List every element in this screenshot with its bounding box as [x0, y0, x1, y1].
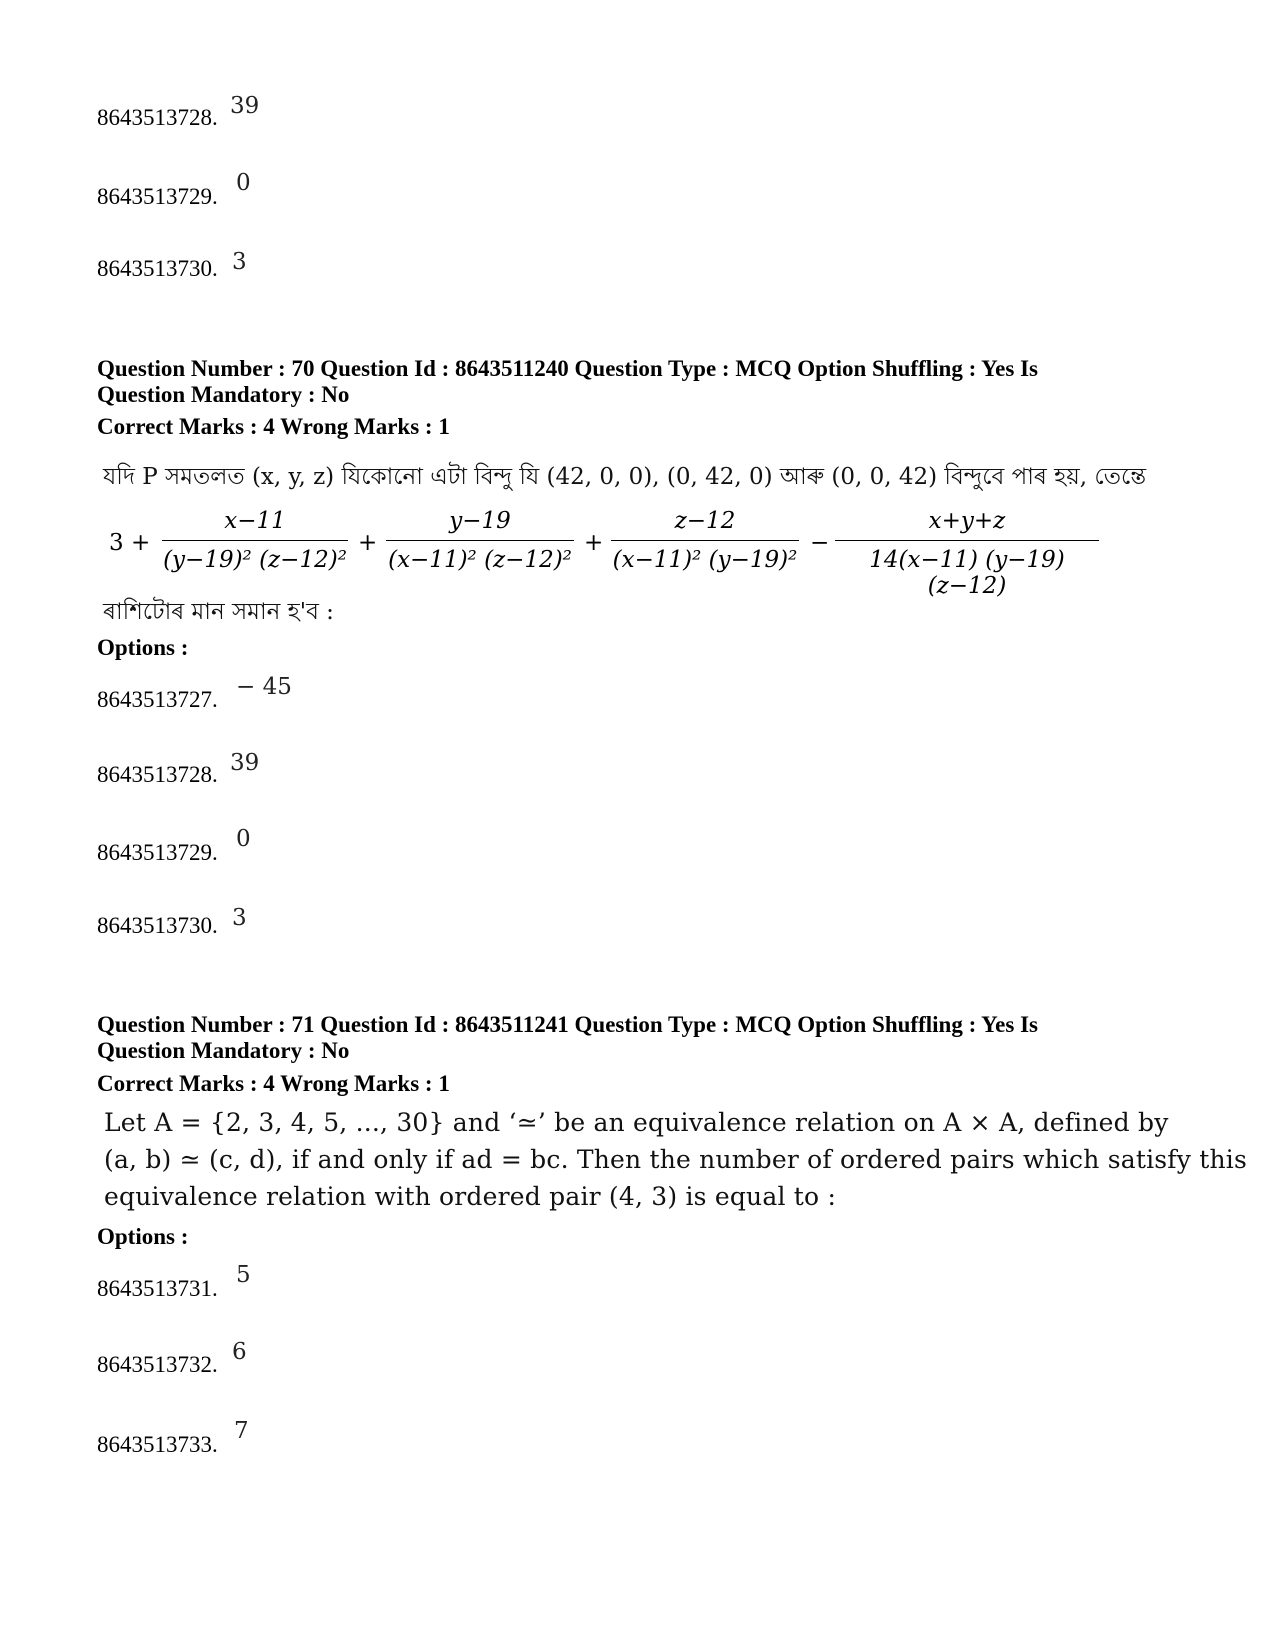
question-header-line2: Question Mandatory : No — [97, 382, 350, 407]
expr-lead: 3 + — [109, 530, 151, 556]
question-marks: Correct Marks : 4 Wrong Marks : 1 — [97, 414, 450, 439]
option-id: 8643513729. — [97, 840, 218, 865]
expr-plus-2: + — [584, 530, 604, 556]
option-id: 8643513728. — [97, 762, 218, 787]
option-id: 8643513730. — [97, 256, 218, 281]
option-value: 0 — [236, 170, 251, 196]
question-marks: Correct Marks : 4 Wrong Marks : 1 — [97, 1071, 450, 1096]
fraction-denominator: (x−11)² (y−19)² — [611, 540, 799, 573]
question-header-line1: Question Number : 71 Question Id : 8643511241 Question Type : MCQ Option Shuffling : Yes Is — [97, 1012, 1038, 1037]
question-header-line1: Question Number : 70 Question Id : 8643511240 Question Type : MCQ Option Shuffling : Yes Is — [97, 356, 1038, 381]
question-text-line2: (a, b) ≃ (c, d), if and only if ad = bc. Then the number of ordered pairs which satisfy this — [104, 1145, 1247, 1174]
fraction-term-1 — [162, 508, 348, 573]
fraction-numerator: y−19 — [449, 508, 511, 534]
option-value: 3 — [232, 905, 247, 931]
question-header-line2: Question Mandatory : No — [97, 1038, 350, 1063]
fraction-term-4 — [835, 508, 1099, 599]
option-value: 7 — [234, 1418, 249, 1444]
option-value: 39 — [230, 750, 260, 776]
fraction-numerator: z−12 — [674, 508, 736, 534]
question-text-line2: ৰাশিটোৰ মান সমান হ'ব : — [103, 599, 334, 625]
question-text-line3: equivalence relation with ordered pair (4, 3) is equal to : — [104, 1182, 837, 1211]
expr-plus-1: + — [358, 530, 378, 556]
option-value: 3 — [232, 249, 247, 275]
option-value: 6 — [232, 1339, 247, 1365]
question-text-line1: যদি P সমতলত (x, y, z) যিকোনো এটা বিন্দু যি (42, 0, 0), (0, 42, 0) আৰু (0, 0, 42) বিন্দুবে পাৰ হয়, তেন্তে — [103, 464, 1147, 490]
option-id: 8643513728. — [97, 105, 218, 130]
option-id: 8643513729. — [97, 184, 218, 209]
option-id: 8643513733. — [97, 1432, 218, 1457]
option-id: 8643513730. — [97, 913, 218, 938]
fraction-denominator: 14(x−11) (y−19) (z−12) — [835, 540, 1099, 599]
option-id: 8643513732. — [97, 1352, 218, 1377]
option-value: 0 — [236, 826, 251, 852]
option-value: 5 — [236, 1262, 251, 1288]
options-label: Options : — [97, 635, 189, 660]
fraction-term-2 — [386, 508, 574, 573]
expr-minus: − — [810, 530, 830, 556]
fraction-numerator: x+y+z — [928, 508, 1006, 534]
fraction-denominator: (y−19)² (z−12)² — [162, 540, 348, 573]
option-value: 39 — [230, 93, 260, 119]
option-id: 8643513731. — [97, 1276, 218, 1301]
option-id: 8643513727. — [97, 687, 218, 712]
question-text-line1: Let A = {2, 3, 4, 5, ..., 30} and ‘≃’ be an equivalence relation on A × A, defined by — [104, 1108, 1169, 1137]
options-label: Options : — [97, 1224, 189, 1249]
fraction-term-3 — [611, 508, 799, 573]
option-value: − 45 — [236, 674, 292, 700]
fraction-numerator: x−11 — [224, 508, 286, 534]
fraction-denominator: (x−11)² (z−12)² — [386, 540, 574, 573]
